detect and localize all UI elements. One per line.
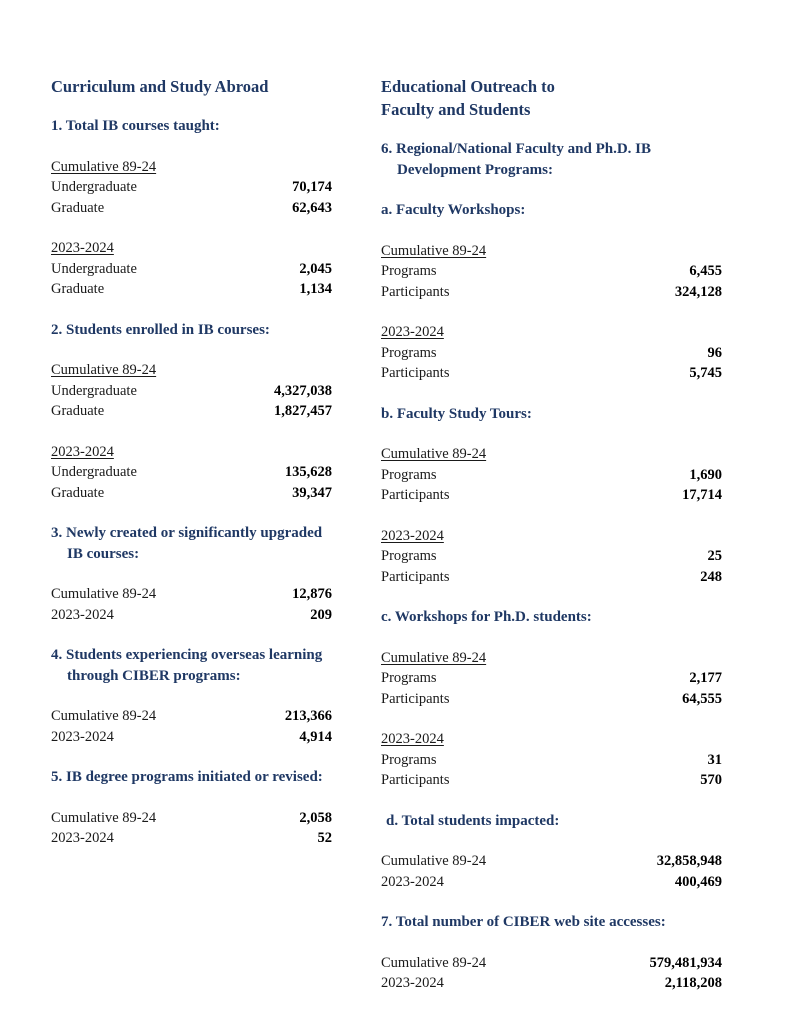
section-6a-cumulative-group bbox=[381, 241, 722, 303]
stat-value: 1,134 bbox=[299, 281, 332, 297]
stat-value: 62,643 bbox=[292, 199, 332, 216]
section-6b-heading: b. Faculty Study Tours: bbox=[381, 405, 532, 422]
stat-label: Cumulative 89-24 bbox=[381, 853, 487, 869]
right-column-title: Educational Outreach to Faculty and Students bbox=[381, 77, 555, 119]
stat-value: 1,690 bbox=[689, 466, 722, 483]
stat-label: Graduate bbox=[51, 484, 105, 501]
period-label: 2023-2024 bbox=[381, 731, 444, 747]
stat-label: Cumulative 89-24 bbox=[51, 809, 157, 826]
section-6-heading: 6. Regional/National Faculty and Ph.D. IB Development Programs: bbox=[381, 141, 652, 178]
stat-label: Participants bbox=[381, 365, 450, 381]
period-label: 2023-2024 bbox=[51, 240, 114, 256]
section-1-cumulative-group bbox=[51, 157, 332, 219]
section-1-heading: 1. Total IB courses taught: bbox=[51, 118, 220, 134]
stat-row bbox=[51, 462, 332, 483]
stat-row bbox=[381, 668, 722, 689]
stat-row bbox=[51, 381, 332, 402]
left-column bbox=[51, 75, 332, 869]
stat-label: Programs bbox=[381, 670, 437, 686]
stat-row bbox=[51, 401, 332, 422]
stat-value: 6,455 bbox=[689, 263, 722, 279]
section-3-heading: 3. Newly created or significantly upgraded IB courses: bbox=[51, 525, 323, 562]
stat-label: 2023-2024 bbox=[51, 728, 114, 745]
stat-label: Undergraduate bbox=[51, 382, 137, 399]
stat-value: 5,745 bbox=[689, 365, 722, 381]
section-6a-heading: a. Faculty Workshops: bbox=[381, 202, 526, 218]
stat-row bbox=[51, 259, 332, 280]
stat-label: Cumulative 89-24 bbox=[51, 586, 157, 602]
stat-value: 12,876 bbox=[292, 586, 332, 602]
section-6d-stats bbox=[381, 851, 722, 892]
section-6c-heading: c. Workshops for Ph.D. students: bbox=[381, 609, 592, 625]
stat-label: Cumulative 89-24 bbox=[51, 708, 157, 724]
stat-label: Graduate bbox=[51, 281, 105, 297]
period-label: 2023-2024 bbox=[381, 324, 444, 340]
right-column bbox=[381, 75, 722, 1014]
period-label: Cumulative 89-24 bbox=[381, 446, 487, 462]
period-label: 2023-2024 bbox=[51, 443, 114, 460]
section-2-cumulative-group bbox=[51, 360, 332, 422]
stat-label: Participants bbox=[381, 772, 450, 788]
stat-label: Participants bbox=[381, 690, 450, 707]
section-5-stats bbox=[51, 808, 332, 849]
period-label: 2023-2024 bbox=[381, 527, 444, 544]
stat-row bbox=[381, 485, 722, 506]
stat-row bbox=[381, 343, 722, 364]
stat-row bbox=[51, 279, 332, 300]
stat-value: 209 bbox=[310, 606, 332, 623]
stat-label: Programs bbox=[381, 548, 437, 564]
stat-label: 2023-2024 bbox=[381, 975, 444, 991]
stat-label: Cumulative 89-24 bbox=[381, 954, 487, 971]
period-label: Cumulative 89-24 bbox=[381, 242, 487, 259]
stat-label: 2023-2024 bbox=[51, 606, 114, 623]
stat-value: 4,914 bbox=[299, 728, 332, 745]
stat-row bbox=[381, 465, 722, 486]
stat-value: 52 bbox=[317, 830, 332, 846]
section-6c-cumulative-group bbox=[381, 648, 722, 710]
stat-label: 2023-2024 bbox=[51, 830, 114, 846]
stat-row bbox=[381, 261, 722, 282]
stat-row bbox=[381, 770, 722, 791]
stat-label: Participants bbox=[381, 568, 450, 585]
stat-value: 135,628 bbox=[284, 464, 332, 480]
stat-value: 17,714 bbox=[682, 487, 722, 503]
stat-label: Participants bbox=[381, 283, 450, 300]
stat-label: Graduate bbox=[51, 403, 105, 419]
stat-row bbox=[51, 605, 332, 626]
stat-row bbox=[381, 689, 722, 710]
stat-value: 570 bbox=[700, 772, 722, 788]
stat-value: 2,177 bbox=[689, 670, 722, 686]
section-7-stats bbox=[381, 953, 722, 994]
stat-value: 579,481,934 bbox=[649, 954, 722, 971]
section-2-heading: 2. Students enrolled in IB courses: bbox=[51, 321, 270, 338]
stat-value: 248 bbox=[700, 568, 722, 585]
period-label: Cumulative 89-24 bbox=[51, 362, 157, 378]
stat-row bbox=[51, 177, 332, 198]
section-6a-year-group bbox=[381, 322, 722, 384]
stat-value: 400,469 bbox=[674, 873, 722, 890]
stat-label: Programs bbox=[381, 751, 437, 768]
section-6b-cumulative-group bbox=[381, 444, 722, 506]
stat-label: Participants bbox=[381, 487, 450, 503]
stat-row bbox=[381, 546, 722, 567]
stat-row bbox=[381, 750, 722, 771]
stat-row bbox=[381, 567, 722, 588]
stat-row bbox=[381, 851, 722, 872]
stat-row bbox=[51, 483, 332, 504]
period-label: Cumulative 89-24 bbox=[51, 158, 157, 175]
stat-label: Undergraduate bbox=[51, 179, 137, 195]
stat-value: 2,058 bbox=[299, 809, 332, 826]
section-6d-heading: d. Total students impacted: bbox=[386, 812, 560, 829]
stat-label: Undergraduate bbox=[51, 260, 137, 277]
stat-value: 324,128 bbox=[674, 283, 722, 300]
stat-label: Programs bbox=[381, 263, 437, 279]
stat-row bbox=[381, 953, 722, 974]
section-5-heading: 5. IB degree programs initiated or revised: bbox=[51, 769, 323, 785]
stat-label: 2023-2024 bbox=[381, 873, 444, 890]
stat-value: 2,118,208 bbox=[664, 975, 722, 991]
stat-label: Graduate bbox=[51, 199, 105, 216]
stat-value: 1,827,457 bbox=[274, 403, 332, 419]
stat-row bbox=[51, 584, 332, 605]
stat-label: Programs bbox=[381, 344, 437, 361]
stat-row bbox=[51, 828, 332, 849]
stat-value: 70,174 bbox=[292, 179, 332, 195]
stat-value: 39,347 bbox=[292, 484, 332, 501]
period-label: Cumulative 89-24 bbox=[381, 649, 487, 666]
stat-value: 96 bbox=[707, 344, 722, 361]
section-4-heading: 4. Students experiencing overseas learning through CIBER programs: bbox=[51, 647, 323, 684]
section-6b-year-group bbox=[381, 526, 722, 588]
stat-row bbox=[381, 973, 722, 994]
section-1-year-group bbox=[51, 238, 332, 300]
stat-label: Programs bbox=[381, 466, 437, 483]
stat-value: 31 bbox=[707, 751, 722, 768]
stat-label: Undergraduate bbox=[51, 464, 137, 480]
section-3-stats bbox=[51, 584, 332, 625]
section-2-year-group bbox=[51, 442, 332, 504]
stat-value: 25 bbox=[707, 548, 722, 564]
stat-row bbox=[381, 363, 722, 384]
stat-row bbox=[51, 727, 332, 748]
section-6c-year-group bbox=[381, 729, 722, 791]
stat-row bbox=[51, 198, 332, 219]
stat-row bbox=[381, 282, 722, 303]
stat-row bbox=[51, 808, 332, 829]
stat-value: 4,327,038 bbox=[274, 382, 332, 399]
stat-value: 64,555 bbox=[682, 690, 722, 707]
section-4-stats bbox=[51, 706, 332, 747]
stat-row bbox=[381, 872, 722, 893]
section-7-heading: 7. Total number of CIBER web site accesses: bbox=[381, 914, 666, 930]
stat-value: 213,366 bbox=[284, 708, 332, 724]
left-column-title: Curriculum and Study Abroad bbox=[51, 77, 269, 96]
stat-value: 32,858,948 bbox=[656, 853, 722, 869]
stat-value: 2,045 bbox=[299, 260, 332, 277]
stat-row bbox=[51, 706, 332, 727]
